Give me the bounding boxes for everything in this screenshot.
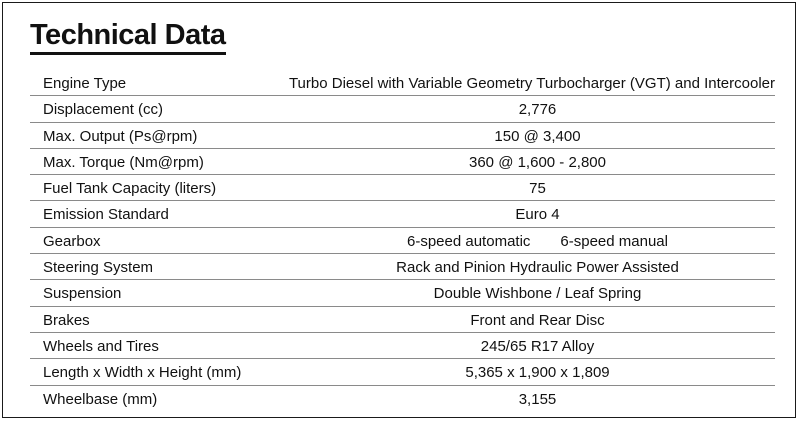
spec-row-wheels-tires xyxy=(30,333,775,359)
spec-row-steering xyxy=(30,254,775,280)
spec-label: Emission Standard xyxy=(43,206,169,224)
spec-row-wheelbase xyxy=(30,386,775,412)
spec-label: Fuel Tank Capacity (liters) xyxy=(43,180,217,198)
spec-label: Engine Type xyxy=(43,75,127,92)
spec-row-suspension xyxy=(30,280,775,306)
spec-value: 150 @ 3,400 xyxy=(494,127,581,145)
spec-label: Length x Width x Height (mm) xyxy=(43,364,242,382)
spec-value: 75 xyxy=(529,180,546,198)
spec-value: 245/65 R17 Alloy xyxy=(480,337,595,355)
spec-row-max-output xyxy=(30,123,775,149)
spec-value: 5,365 x 1,900 x 1,809 xyxy=(465,364,610,382)
spec-label: Gearbox xyxy=(43,232,101,250)
spec-label: Displacement (cc) xyxy=(43,101,164,119)
spec-label: Steering System xyxy=(43,259,154,277)
spec-value: Double Wishbone / Leaf Spring xyxy=(433,285,642,303)
spec-label: Max. Output (Ps@rpm) xyxy=(43,127,198,145)
spec-value: 2,776 xyxy=(518,101,557,119)
spec-value: 3,155 xyxy=(518,390,557,408)
page-title: Technical Data xyxy=(30,18,226,55)
spec-row-emission-standard xyxy=(30,201,775,227)
spec-label: Max. Torque (Nm@rpm) xyxy=(43,153,204,171)
spec-label: Brakes xyxy=(43,311,90,329)
spec-value: Rack and Pinion Hydraulic Power Assisted xyxy=(396,259,679,277)
spec-value-pair xyxy=(300,233,775,251)
gearbox-automatic: 6-speed automatic xyxy=(407,232,531,250)
spec-row-brakes xyxy=(30,307,775,333)
spec-value: Turbo Diesel with Variable Geometry Turbocharger (VGT) and Intercooler xyxy=(288,75,775,92)
spec-label: Wheels and Tires xyxy=(43,337,159,355)
spec-label: Suspension xyxy=(43,285,122,303)
spec-row-max-torque xyxy=(30,149,775,175)
spec-row-dimensions xyxy=(30,359,775,385)
spec-row-gearbox xyxy=(30,228,775,254)
spec-row-fuel-tank xyxy=(30,175,775,201)
spec-row-displacement xyxy=(30,96,775,122)
spec-value: Front and Rear Disc xyxy=(470,311,605,329)
spec-value: 360 @ 1,600 - 2,800 xyxy=(469,153,606,171)
spec-label: Wheelbase (mm) xyxy=(43,390,158,408)
gearbox-manual: 6-speed manual xyxy=(560,232,668,250)
spec-table xyxy=(30,70,775,412)
spec-row-engine-type xyxy=(30,70,775,96)
spec-value: Euro 4 xyxy=(515,206,560,224)
